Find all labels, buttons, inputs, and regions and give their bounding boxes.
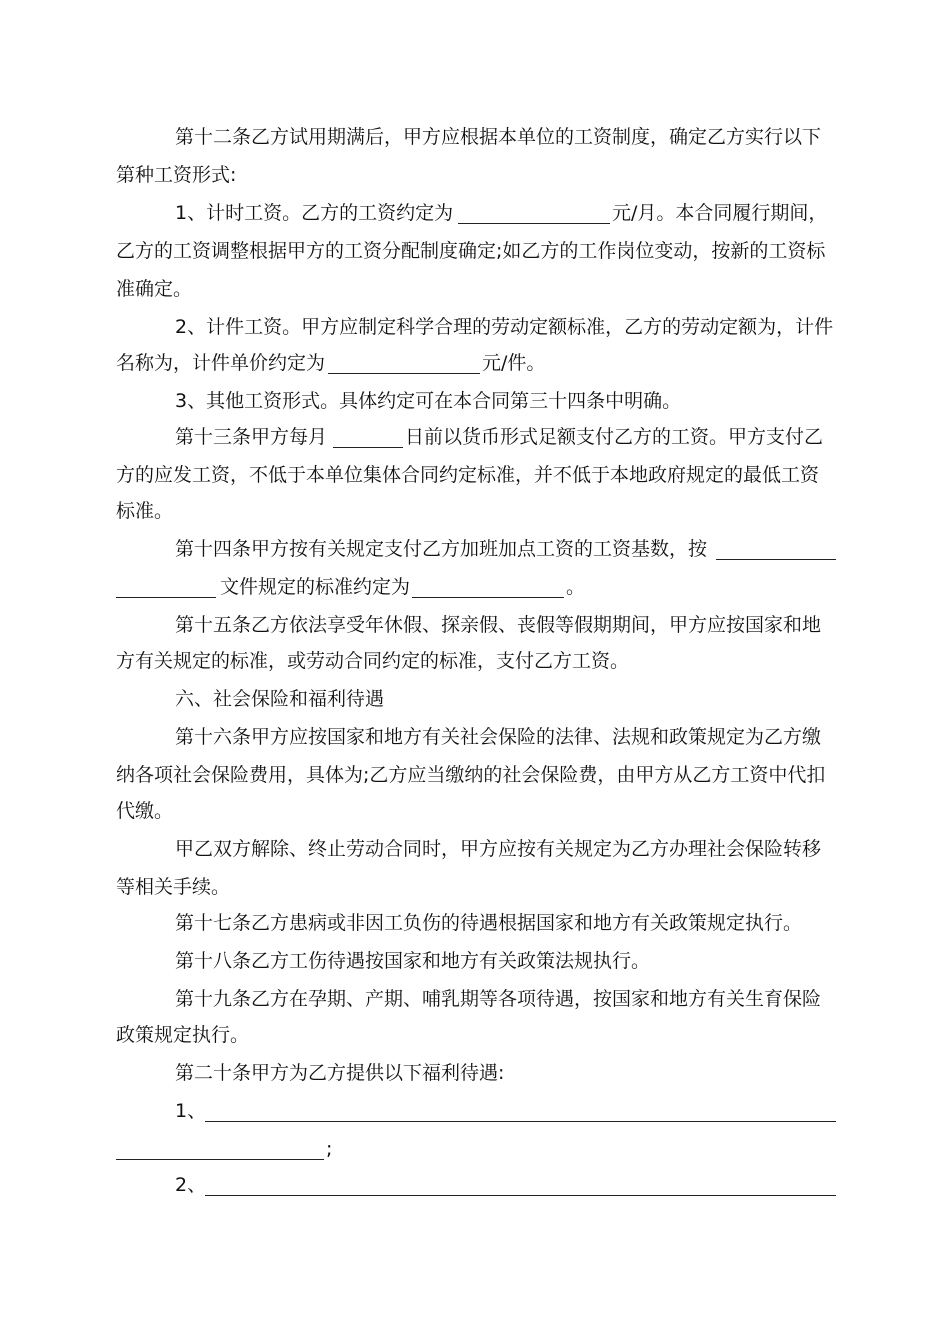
art15-line2 [0, 643, 950, 679]
item3-line [0, 383, 950, 419]
benefit1-line2 [0, 1131, 950, 1167]
art20-line [0, 1055, 950, 1091]
item1-line1 [0, 195, 950, 231]
art12-line2 [0, 157, 950, 193]
art13-line2-text: 方的应发工资，不低于本单位集体合同约定标准，并不低于本地政府规定的最低工资 [116, 464, 820, 486]
art13-line3-text: 标准。 [116, 500, 174, 522]
art18-text: 第十八条乙方工伤待遇按国家和地方有关政策法规执行。 [175, 950, 651, 972]
art16-line3 [0, 793, 950, 829]
item3-text: 3、其他工资形式。具体约定可在本合同第三十四条中明确。 [175, 390, 682, 412]
benefit1-blank-a[interactable] [205, 1099, 836, 1122]
section6-title: 六、社会保险和福利待遇 [175, 688, 385, 710]
art13-pre: 第十三条甲方每月 [175, 426, 328, 448]
art12-line1 [0, 119, 950, 155]
art19-text: 第十九条乙方在孕期、产期、哺乳期等各项待遇，按国家和地方有关生育保险 [175, 988, 822, 1010]
art16b-text: 甲乙双方解除、终止劳动合同时，甲方应按有关规定为乙方办理社会保险转移 [175, 838, 822, 860]
art14-post: 。 [566, 576, 586, 598]
art16b-line1 [0, 831, 950, 867]
item1-post: 元/月。本合同履行期间， [612, 202, 828, 224]
benefit1-end: ; [326, 1138, 333, 1160]
item1-line2-text: 乙方的工资调整根据甲方的工资分配制度确定;如乙方的工作岗位变动，按新的工资标 [116, 240, 826, 262]
art19-line1 [0, 981, 950, 1017]
art20-text: 第二十条甲方为乙方提供以下福利待遇: [175, 1062, 505, 1084]
art14-pre: 第十四条甲方按有关规定支付乙方加班加点工资的工资基数，按 [175, 538, 708, 560]
benefit1-label: 1、 [175, 1100, 207, 1122]
art13-line3 [0, 493, 950, 529]
benefit2-label: 2、 [175, 1174, 207, 1196]
document-basis-blank-b[interactable] [116, 575, 216, 598]
art17-line [0, 905, 950, 941]
art14-mid: 文件规定的标准约定为 [220, 576, 411, 598]
art16-line2-text: 纳各项社会保险费用，具体为;乙方应当缴纳的社会保险费，由甲方从乙方工资中代扣 [116, 764, 826, 786]
benefit1-blank-b[interactable] [116, 1137, 324, 1160]
art13-post: 日前以货币形式足额支付乙方的工资。甲方支付乙 [405, 426, 824, 448]
art16-line2 [0, 757, 950, 793]
item2-text: 2、计件工资。甲方应制定科学合理的劳动定额标准，乙方的劳动定额为，计件 [175, 316, 834, 338]
art16-line3-text: 代缴。 [116, 800, 174, 822]
document-basis-blank-a[interactable] [716, 537, 836, 560]
art13-line1 [0, 419, 950, 455]
benefit2-line1 [0, 1167, 950, 1203]
art17-text: 第十七条乙方患病或非因工负伤的待遇根据国家和地方有关政策规定执行。 [175, 912, 803, 934]
art13-line2 [0, 457, 950, 493]
art18-line [0, 943, 950, 979]
art14-line1 [0, 531, 950, 567]
art19-line2-text: 政策规定执行。 [116, 1024, 250, 1046]
art16b-line2-text: 等相关手续。 [116, 876, 231, 898]
item2-pre: 名称为，计件单价约定为 [116, 352, 326, 374]
overtime-standard-blank[interactable] [412, 575, 564, 598]
pay-day-blank[interactable] [333, 425, 403, 448]
section6-heading [0, 681, 950, 717]
art12-text-cont: 第种工资形式: [116, 164, 237, 186]
item1-pre: 1、计时工资。乙方的工资约定为 [175, 202, 454, 224]
art16b-line2 [0, 869, 950, 905]
benefit2-blank[interactable] [205, 1173, 836, 1196]
art14-line2 [0, 569, 950, 605]
item2-line1 [0, 309, 950, 345]
item1-line3-text: 准确定。 [116, 278, 193, 300]
art15-line1 [0, 607, 950, 643]
item2-post: 元/件。 [482, 352, 546, 374]
art15-line2-text: 方有关规定的标准，或劳动合同约定的标准，支付乙方工资。 [116, 650, 630, 672]
item1-line2 [0, 233, 950, 269]
item1-line3 [0, 271, 950, 307]
item2-line2 [0, 345, 950, 381]
art16-text: 第十六条甲方应按国家和地方有关社会保险的法律、法规和政策规定为乙方缴 [175, 726, 822, 748]
art15-text: 第十五条乙方依法享受年休假、探亲假、丧假等假期期间，甲方应按国家和地 [175, 614, 822, 636]
art12-text: 第十二条乙方试用期满后，甲方应根据本单位的工资制度，确定乙方实行以下 [175, 126, 822, 148]
wage-amount-blank[interactable] [458, 201, 610, 224]
benefit1-line1 [0, 1093, 950, 1129]
piece-rate-blank[interactable] [328, 351, 480, 374]
art19-line2 [0, 1017, 950, 1053]
art16-line1 [0, 719, 950, 755]
